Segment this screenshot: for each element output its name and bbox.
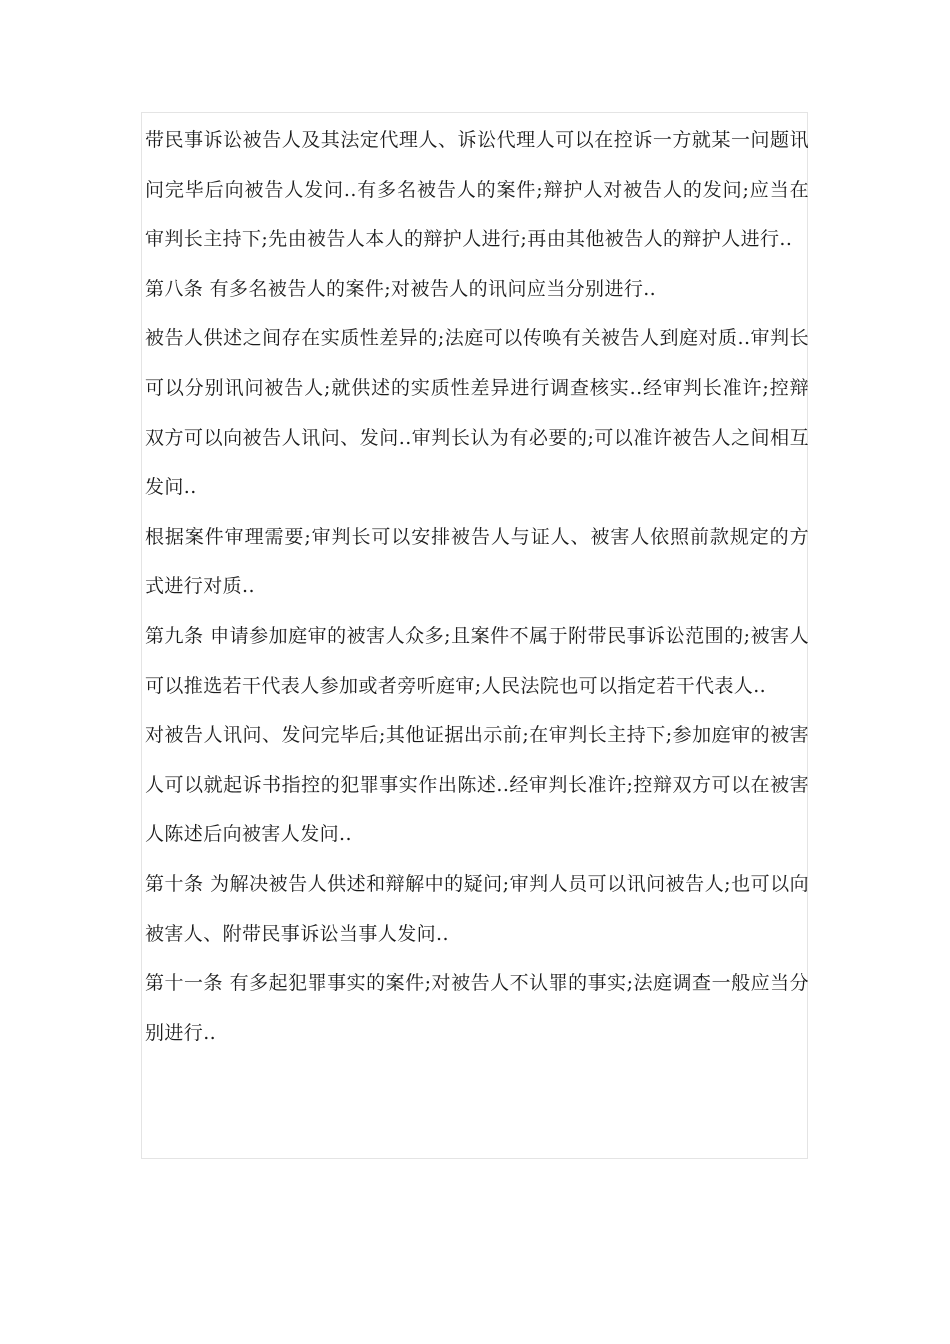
- paragraph-victim-statement: 对被告人讯问、发问完毕后;其他证据出示前;在审判长主持下;参加庭审的被害人可以就起诉书指控的犯罪事实作出陈述..经审判长准许;控辩双方可以在被害人陈述后向被害人发问..: [145, 724, 809, 846]
- paragraph-article-8: 第八条 有多名被告人的案件;对被告人的讯问应当分别进行..: [145, 277, 657, 300]
- document-body: [145, 116, 809, 1058]
- paragraph-article-9: 第九条 申请参加庭审的被害人众多;且案件不属于附带民事诉讼范围的;被害人可以推选若干代表人参加或者旁听庭审;人民法院也可以指定若干代表人..: [145, 624, 809, 697]
- paragraph-case-needs: 根据案件审理需要;审判长可以安排被告人与证人、被害人依照前款规定的方式进行对质..: [145, 525, 809, 598]
- paragraph-confrontation: 被告人供述之间存在实质性差异的;法庭可以传唤有关被告人到庭对质..审判长可以分别讯问被告人;就供述的实质性差异进行调查核实..经审判长准许;控辩双方可以向被告人讯问、发问..审判长认为有必要的;可以准许被告人之间相互发问..: [145, 327, 809, 499]
- paragraph-article-11: 第十一条 有多起犯罪事实的案件;对被告人不认罪的事实;法庭调查一般应当分别进行..: [145, 972, 809, 1044]
- paragraph-article-10: 第十条 为解决被告人供述和辩解中的疑问;审判人员可以讯问被告人;也可以向被害人、附带民事诉讼当事人发问..: [145, 872, 809, 945]
- paragraph-continuation: 带民事诉讼被告人及其法定代理人、诉讼代理人可以在控诉一方就某一问题讯问完毕后向被告人发问..有多名被告人的案件;辩护人对被告人的发问;应当在审判长主持下;先由被告人本人的辩护人进行;再由其他被告人的辩护人进行..: [145, 129, 809, 251]
